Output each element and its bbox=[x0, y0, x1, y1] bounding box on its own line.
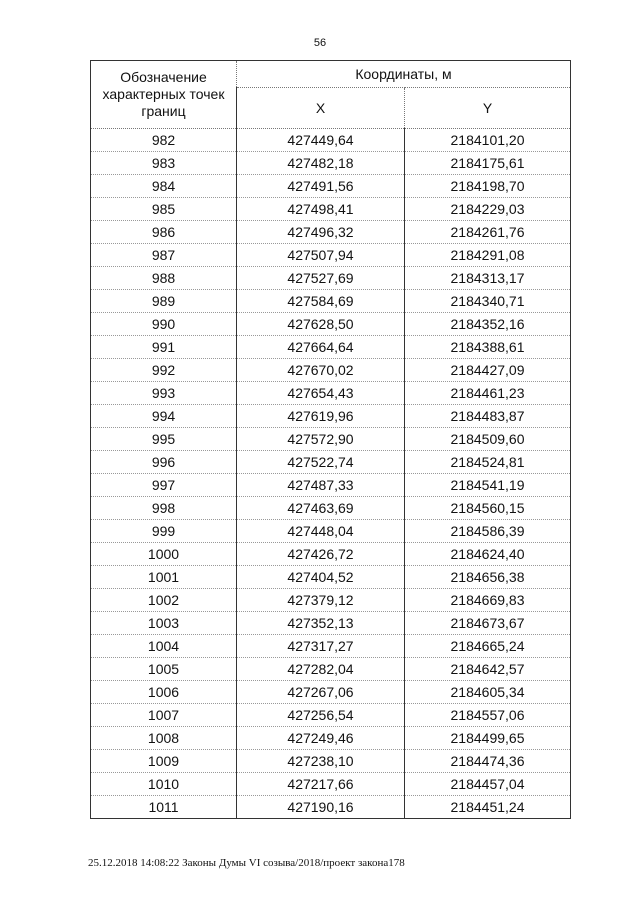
point-number-cell: 998 bbox=[91, 497, 237, 520]
x-coordinate-cell: 427404,52 bbox=[237, 566, 405, 589]
table-row bbox=[91, 612, 571, 635]
y-coordinate-cell: 2184642,57 bbox=[405, 658, 571, 681]
table-row bbox=[91, 267, 571, 290]
point-number-cell: 1006 bbox=[91, 681, 237, 704]
point-number-cell: 1001 bbox=[91, 566, 237, 589]
x-coordinate-cell: 427282,04 bbox=[237, 658, 405, 681]
y-coordinate-cell: 2184474,36 bbox=[405, 750, 571, 773]
y-coordinate-cell: 2184656,38 bbox=[405, 566, 571, 589]
x-coordinate-cell: 427522,74 bbox=[237, 451, 405, 474]
point-number-cell: 1010 bbox=[91, 773, 237, 796]
point-number-cell: 982 bbox=[91, 129, 237, 152]
x-coordinate-cell: 427507,94 bbox=[237, 244, 405, 267]
point-number-cell: 988 bbox=[91, 267, 237, 290]
x-coordinate-cell: 427654,43 bbox=[237, 382, 405, 405]
x-coordinate-cell: 427664,64 bbox=[237, 336, 405, 359]
x-coordinate-cell: 427498,41 bbox=[237, 198, 405, 221]
table-row bbox=[91, 451, 571, 474]
table-row bbox=[91, 543, 571, 566]
point-number-cell: 985 bbox=[91, 198, 237, 221]
point-designation-header bbox=[91, 61, 237, 129]
table-row bbox=[91, 658, 571, 681]
x-coordinate-cell: 427527,69 bbox=[237, 267, 405, 290]
x-coordinate-cell: 427572,90 bbox=[237, 428, 405, 451]
y-coordinate-cell: 2184461,23 bbox=[405, 382, 571, 405]
table-row bbox=[91, 635, 571, 658]
point-number-cell: 1000 bbox=[91, 543, 237, 566]
x-coordinate-cell: 427463,69 bbox=[237, 497, 405, 520]
y-coordinate-cell: 2184198,70 bbox=[405, 175, 571, 198]
y-coordinate-cell: 2184427,09 bbox=[405, 359, 571, 382]
x-coordinate-cell: 427379,12 bbox=[237, 589, 405, 612]
table-row bbox=[91, 129, 571, 152]
table-row bbox=[91, 290, 571, 313]
y-coordinate-cell: 2184624,40 bbox=[405, 543, 571, 566]
point-number-cell: 989 bbox=[91, 290, 237, 313]
table-row bbox=[91, 773, 571, 796]
table-row bbox=[91, 221, 571, 244]
table-row bbox=[91, 313, 571, 336]
point-number-cell: 1008 bbox=[91, 727, 237, 750]
point-number-cell: 999 bbox=[91, 520, 237, 543]
x-coordinate-cell: 427619,96 bbox=[237, 405, 405, 428]
point-number-cell: 1004 bbox=[91, 635, 237, 658]
coordinates-header: Координаты, м bbox=[237, 61, 571, 88]
table-row bbox=[91, 704, 571, 727]
point-number-cell: 1007 bbox=[91, 704, 237, 727]
footer-stamp: 25.12.2018 14:08:22 Законы Думы VI созыва/2018/проект закона178 bbox=[88, 857, 405, 869]
point-number-cell: 1003 bbox=[91, 612, 237, 635]
table-row bbox=[91, 359, 571, 382]
x-coordinate-cell: 427496,32 bbox=[237, 221, 405, 244]
y-coordinate-cell: 2184457,04 bbox=[405, 773, 571, 796]
point-number-cell: 1002 bbox=[91, 589, 237, 612]
y-coordinate-cell: 2184605,34 bbox=[405, 681, 571, 704]
table-row bbox=[91, 750, 571, 773]
x-coordinate-cell: 427670,02 bbox=[237, 359, 405, 382]
point-number-cell: 992 bbox=[91, 359, 237, 382]
x-coordinate-cell: 427249,46 bbox=[237, 727, 405, 750]
point-number-cell: 993 bbox=[91, 382, 237, 405]
table-row bbox=[91, 428, 571, 451]
y-coordinate-cell: 2184261,76 bbox=[405, 221, 571, 244]
y-coordinate-cell: 2184388,61 bbox=[405, 336, 571, 359]
table-row bbox=[91, 382, 571, 405]
y-coordinate-cell: 2184291,08 bbox=[405, 244, 571, 267]
x-coordinate-cell: 427448,04 bbox=[237, 520, 405, 543]
x-coordinate-cell: 427426,72 bbox=[237, 543, 405, 566]
point-number-cell: 986 bbox=[91, 221, 237, 244]
point-number-cell: 991 bbox=[91, 336, 237, 359]
point-header-line-2: характерных точек bbox=[102, 86, 225, 102]
x-coordinate-cell: 427352,13 bbox=[237, 612, 405, 635]
x-coordinate-cell: 427584,69 bbox=[237, 290, 405, 313]
x-coordinate-cell: 427628,50 bbox=[237, 313, 405, 336]
x-coordinate-cell: 427487,33 bbox=[237, 474, 405, 497]
y-coordinate-cell: 2184669,83 bbox=[405, 589, 571, 612]
table-row bbox=[91, 405, 571, 428]
point-number-cell: 1011 bbox=[91, 796, 237, 819]
y-coordinate-cell: 2184509,60 bbox=[405, 428, 571, 451]
y-coordinate-cell: 2184560,15 bbox=[405, 497, 571, 520]
point-number-cell: 984 bbox=[91, 175, 237, 198]
point-number-cell: 987 bbox=[91, 244, 237, 267]
y-coordinate-cell: 2184101,20 bbox=[405, 129, 571, 152]
y-coordinate-cell: 2184313,17 bbox=[405, 267, 571, 290]
point-number-cell: 994 bbox=[91, 405, 237, 428]
x-coordinate-cell: 427491,56 bbox=[237, 175, 405, 198]
y-coordinate-cell: 2184340,71 bbox=[405, 290, 571, 313]
y-coordinate-cell: 2184541,19 bbox=[405, 474, 571, 497]
page-number: 56 bbox=[313, 37, 327, 49]
point-number-cell: 990 bbox=[91, 313, 237, 336]
table-row bbox=[91, 681, 571, 704]
y-coordinate-cell: 2184175,61 bbox=[405, 152, 571, 175]
y-coordinate-cell: 2184665,24 bbox=[405, 635, 571, 658]
point-number-cell: 1005 bbox=[91, 658, 237, 681]
table-row bbox=[91, 198, 571, 221]
table-row bbox=[91, 520, 571, 543]
table-body bbox=[91, 129, 571, 819]
coordinates-table bbox=[90, 60, 571, 819]
y-coordinate-cell: 2184229,03 bbox=[405, 198, 571, 221]
x-coordinate-cell: 427267,06 bbox=[237, 681, 405, 704]
point-number-cell: 983 bbox=[91, 152, 237, 175]
table-row bbox=[91, 244, 571, 267]
table-row bbox=[91, 497, 571, 520]
y-coordinate-cell: 2184673,67 bbox=[405, 612, 571, 635]
y-coordinate-cell: 2184586,39 bbox=[405, 520, 571, 543]
table-row bbox=[91, 796, 571, 819]
table-row bbox=[91, 336, 571, 359]
point-header-line-3: границ bbox=[141, 103, 186, 119]
x-coordinate-cell: 427317,27 bbox=[237, 635, 405, 658]
point-number-cell: 1009 bbox=[91, 750, 237, 773]
x-coordinate-cell: 427482,18 bbox=[237, 152, 405, 175]
x-coordinate-cell: 427238,10 bbox=[237, 750, 405, 773]
x-coordinate-cell: 427449,64 bbox=[237, 129, 405, 152]
table-row bbox=[91, 152, 571, 175]
x-coordinate-cell: 427256,54 bbox=[237, 704, 405, 727]
point-number-cell: 995 bbox=[91, 428, 237, 451]
y-coordinate-cell: 2184352,16 bbox=[405, 313, 571, 336]
x-column-header: X bbox=[237, 88, 405, 129]
x-coordinate-cell: 427190,16 bbox=[237, 796, 405, 819]
table-row bbox=[91, 589, 571, 612]
point-header-line-1: Обозначение bbox=[120, 69, 207, 85]
y-coordinate-cell: 2184557,06 bbox=[405, 704, 571, 727]
y-coordinate-cell: 2184499,65 bbox=[405, 727, 571, 750]
point-number-cell: 997 bbox=[91, 474, 237, 497]
x-coordinate-cell: 427217,66 bbox=[237, 773, 405, 796]
y-coordinate-cell: 2184451,24 bbox=[405, 796, 571, 819]
point-number-cell: 996 bbox=[91, 451, 237, 474]
table-row bbox=[91, 175, 571, 198]
table-row bbox=[91, 727, 571, 750]
y-column-header: Y bbox=[405, 88, 571, 129]
y-coordinate-cell: 2184524,81 bbox=[405, 451, 571, 474]
table-row bbox=[91, 566, 571, 589]
table-row bbox=[91, 474, 571, 497]
y-coordinate-cell: 2184483,87 bbox=[405, 405, 571, 428]
